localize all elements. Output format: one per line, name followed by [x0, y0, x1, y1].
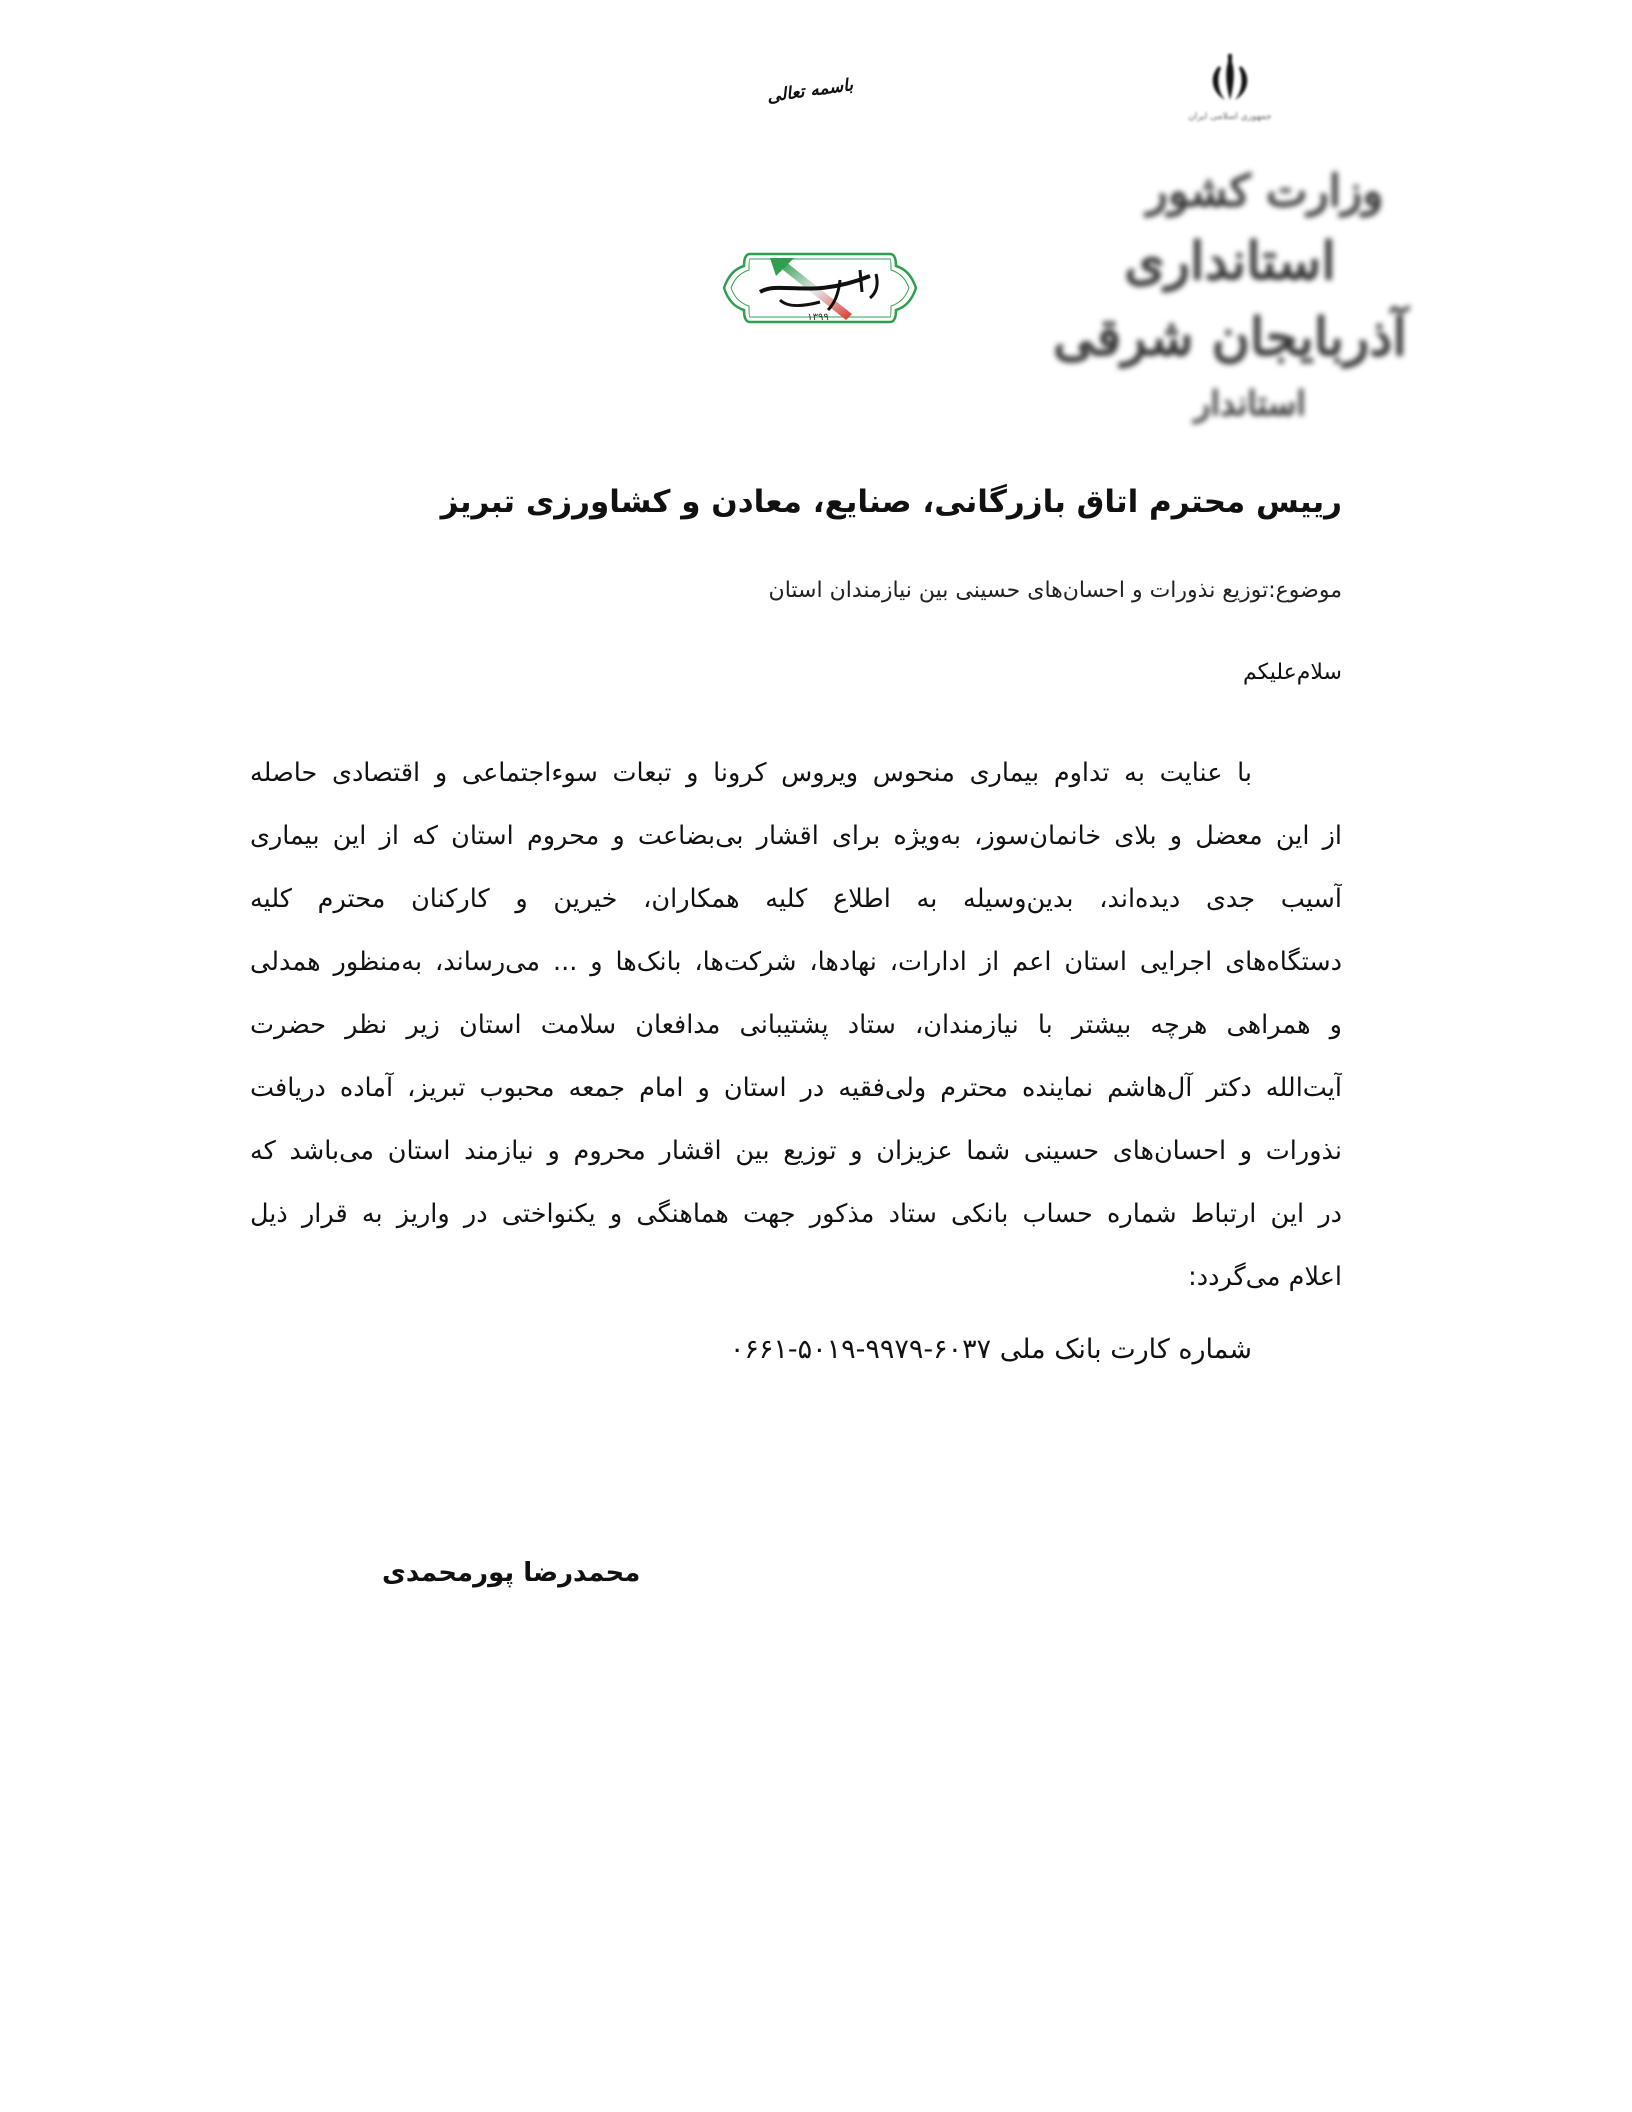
letter-body [250, 742, 1342, 1309]
addressee-heading: رییس محترم اتاق بازرگانی، صنایع، معادن و کشاورزی تبریز [440, 484, 1342, 520]
ministry-header [1050, 160, 1410, 424]
basmala-calligraphy: باسمه تعالی [765, 75, 855, 107]
emblem-year: ۱۳۹۹ [807, 312, 829, 323]
body-line: از این معضل و بلای خانمان‌سوز، به‌ویژه برای اقشار بی‌بضاعت و محروم استان که از این بیماری [250, 821, 1342, 851]
body-line: دستگاه‌های اجرایی استان اعم از ادارات، نهادها، شرکت‌ها، بانک‌ها و ... می‌رساند، به‌منظور همدلی [250, 947, 1342, 977]
body-line: آیت‌الله دکتر آل‌هاشم نماینده محترم ولی‌فقیه در استان و امام جمعه محبوب تبریز، آماده دریافت [250, 1073, 1342, 1103]
body-line: با عنایت به تداوم بیماری منحوس ویروس کرونا و تبعات سوءاجتماعی و اقتصادی حاصله [250, 758, 1252, 788]
body-line: اعلام می‌گردد: [1188, 1262, 1342, 1292]
governor-title: استاندار [1194, 384, 1306, 424]
greeting: سلام‌علیکم [1242, 660, 1342, 685]
subject-line: موضوع:توزیع نذورات و احسان‌های حسینی بین نیازمندان استان [768, 578, 1342, 603]
coat-of-arms-icon [1195, 52, 1265, 112]
ministry-name: وزارت کشور [1146, 166, 1384, 217]
body-line: در این ارتباط شماره حساب بانکی ستاد مذکور جهت هماهنگی و یکنواختی در واریز به قرار ذیل [250, 1199, 1342, 1229]
signatory-name: محمدرضا پورمحمدی [382, 1558, 641, 1588]
body-line: آسیب جدی دیده‌اند، بدین‌وسیله به اطلاع کلیه همکاران، خیرین و کارکنان محترم کلیه [250, 884, 1342, 914]
body-line: و همراهی هرچه بیشتر با نیازمندان، ستاد پشتیبانی مدافعان سلامت استان زیر نظر حضرت [250, 1010, 1342, 1040]
governorate-name: استانداری آذربایجان شرقی [1053, 231, 1407, 368]
coat-of-arms-caption: جمهوری اسلامی ایران [1188, 112, 1272, 122]
body-line: نذورات و احسان‌های حسینی شما عزیزان و توزیع بین اقشار محروم و نیازمند استان می‌باشد که [250, 1136, 1342, 1166]
bank-card-number: شماره کارت بانک ملی ۶۰۳۷-۹۹۷۹-۵۰۱۹-۰۶۶۱ [729, 1334, 1252, 1365]
